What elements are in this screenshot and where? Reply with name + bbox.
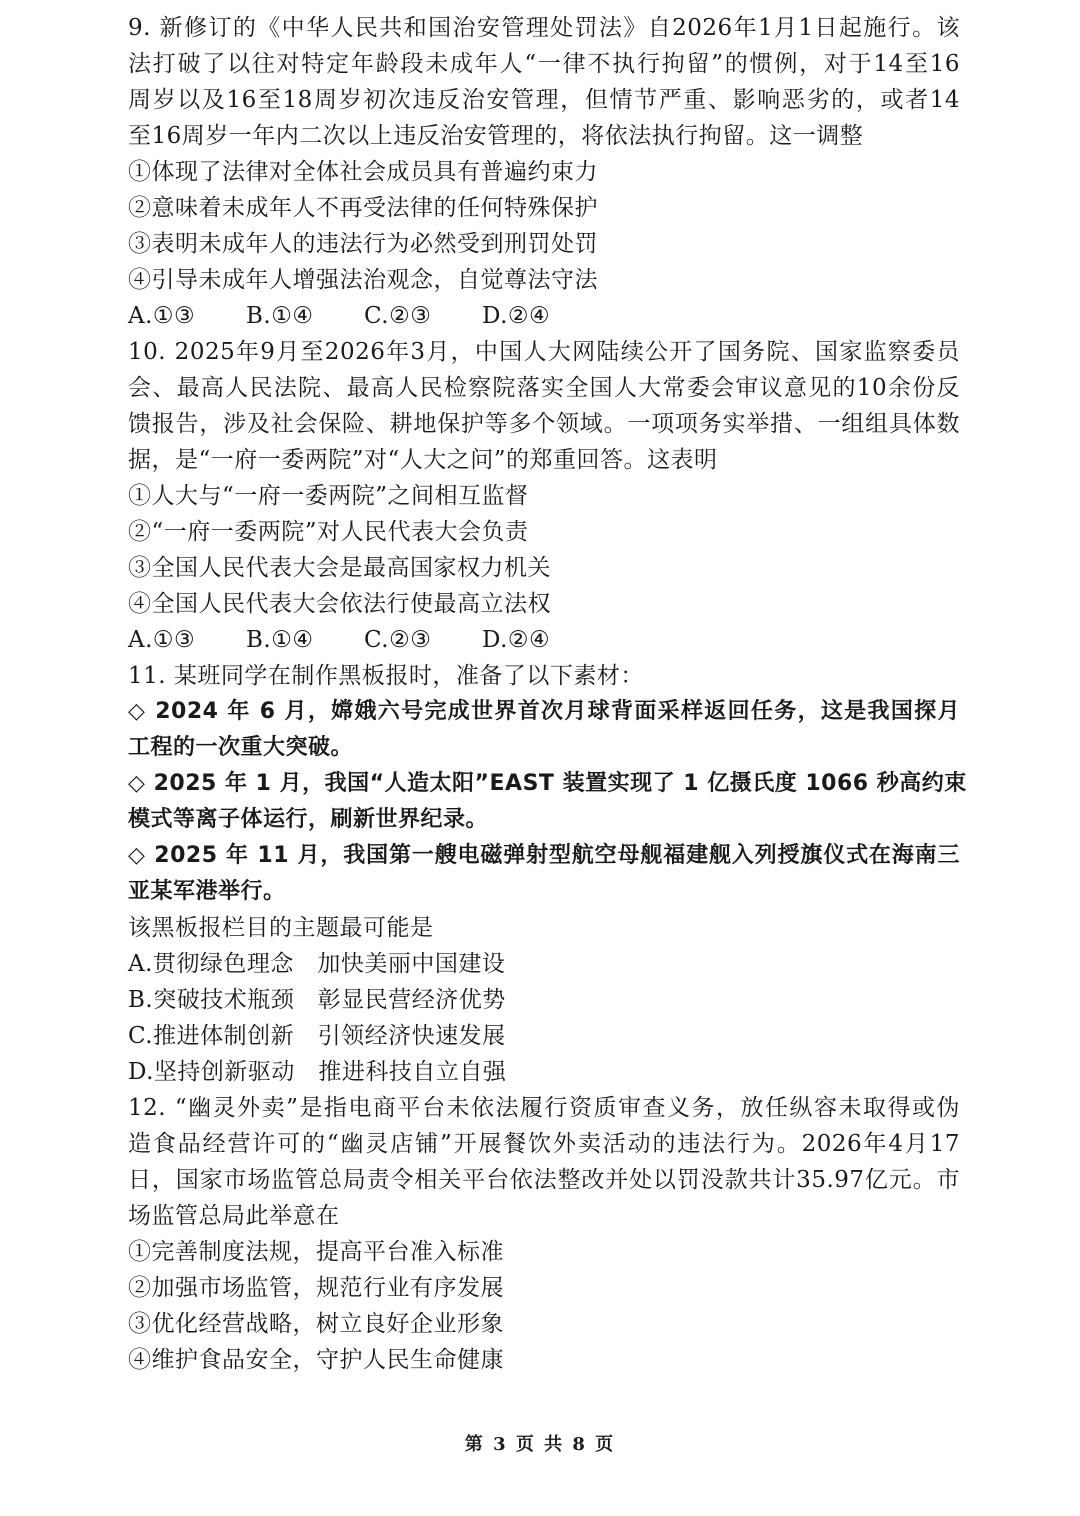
question-11: [128, 658, 967, 1090]
statement: ②加强市场监管，规范行业有序发展: [128, 1275, 504, 1301]
statement: ①完善制度法规，提高平台准入标准: [128, 1239, 504, 1265]
option-a: A.①③: [128, 627, 196, 653]
option-b: B.突破技术瓶颈 彰显民营经济优势: [128, 987, 506, 1013]
question-stem-line: 至16周岁一年内二次以上违反治安管理的，将依法执行拘留。这一调整: [128, 123, 864, 149]
question-stem-line: 法打破了以往对特定年龄段未成年人“一律不执行拘留”的惯例，对于14至16: [128, 51, 960, 77]
material-line: 亚某军港举行。: [128, 879, 286, 904]
question-stem-line: 10. 2025年9月至2026年3月，中国人大网陆续公开了国务院、国家监察委员: [128, 339, 960, 365]
option-a: A.贯彻绿色理念 加快美丽中国建设: [128, 951, 506, 977]
question-stem-line: 会、最高人民法院、最高人民检察院落实全国人大常委会审议意见的10余份反: [128, 375, 960, 401]
material-line: ◇ 2025 年 1 月，我国“人造太阳”EAST 装置实现了 1 亿摄氏度 1066 秒高约束: [128, 771, 967, 796]
statement: ①人大与“一府一委两院”之间相互监督: [128, 483, 529, 509]
statement: ④引导未成年人增强法治观念，自觉尊法守法: [128, 267, 598, 293]
material-line: ◇ 2025 年 11 月，我国第一艘电磁弹射型航空母舰福建舰入列授旗仪式在海南三: [128, 843, 960, 868]
answer-options: [128, 298, 960, 334]
option-c: C.②③: [364, 627, 432, 653]
statement: ③表明未成年人的违法行为必然受到刑罚处罚: [128, 231, 598, 257]
statement: ②意味着未成年人不再受法律的任何特殊保护: [128, 195, 598, 221]
exam-page: [128, 10, 967, 1378]
question-9: [128, 10, 960, 334]
option-a: A.①③: [128, 303, 196, 329]
material-line: ◇ 2024 年 6 月，嫦娥六号完成世界首次月球背面采样返回任务，这是我国探月: [128, 699, 960, 724]
material-line: 模式等离子体运行，刷新世界纪录。: [128, 807, 489, 832]
page-number: 第 3 页 共 8 页: [464, 1434, 616, 1455]
question-stem-line: 造食品经营许可的“幽灵店铺”开展餐饮外卖活动的违法行为。2026年4月17: [128, 1131, 960, 1157]
question-prompt: 该黑板报栏目的主题最可能是: [128, 915, 434, 941]
statement: ③全国人民代表大会是最高国家权力机关: [128, 555, 551, 581]
question-stem-line: 馈报告，涉及社会保险、耕地保护等多个领域。一项项务实举措、一组组具体数: [128, 411, 960, 437]
option-d: D.②④: [482, 627, 551, 653]
question-stem-line: 9. 新修订的《中华人民共和国治安管理处罚法》自2026年1月1日起施行。该: [128, 15, 960, 41]
option-b: B.①④: [246, 303, 314, 329]
statement: ④维护食品安全，守护人民生命健康: [128, 1347, 504, 1373]
answer-options: [128, 622, 960, 658]
statement: ①体现了法律对全体社会成员具有普遍约束力: [128, 159, 598, 185]
option-c: C.②③: [364, 303, 432, 329]
question-10: [128, 334, 960, 658]
statement: ④全国人民代表大会依法行使最高立法权: [128, 591, 551, 617]
option-d: D.坚持创新驱动 推进科技自立自强: [128, 1059, 507, 1085]
option-d: D.②④: [482, 303, 551, 329]
option-b: B.①④: [246, 627, 314, 653]
question-stem-line: 场监管总局此举意在: [128, 1203, 340, 1229]
question-12: [128, 1090, 960, 1378]
question-stem-line: 12. “幽灵外卖”是指电商平台未依法履行资质审查义务，放任纵容未取得或伪: [128, 1095, 960, 1121]
material-line: 工程的一次重大突破。: [128, 735, 354, 760]
question-stem-line: 11. 某班同学在制作黑板报时，准备了以下素材：: [128, 663, 644, 689]
statement: ②“一府一委两院”对人民代表大会负责: [128, 519, 529, 545]
question-stem-line: 日，国家市场监管总局责令相关平台依法整改并处以罚没款共计35.97亿元。市: [128, 1167, 960, 1193]
option-c: C.推进体制创新 引领经济快速发展: [128, 1023, 506, 1049]
question-stem-line: 据，是“一府一委两院”对“人大之问”的郑重回答。这表明: [128, 447, 718, 473]
statement: ③优化经营战略，树立良好企业形象: [128, 1311, 504, 1337]
question-stem-line: 周岁以及16至18周岁初次违反治安管理，但情节严重、影响恶劣的，或者14: [128, 87, 960, 113]
